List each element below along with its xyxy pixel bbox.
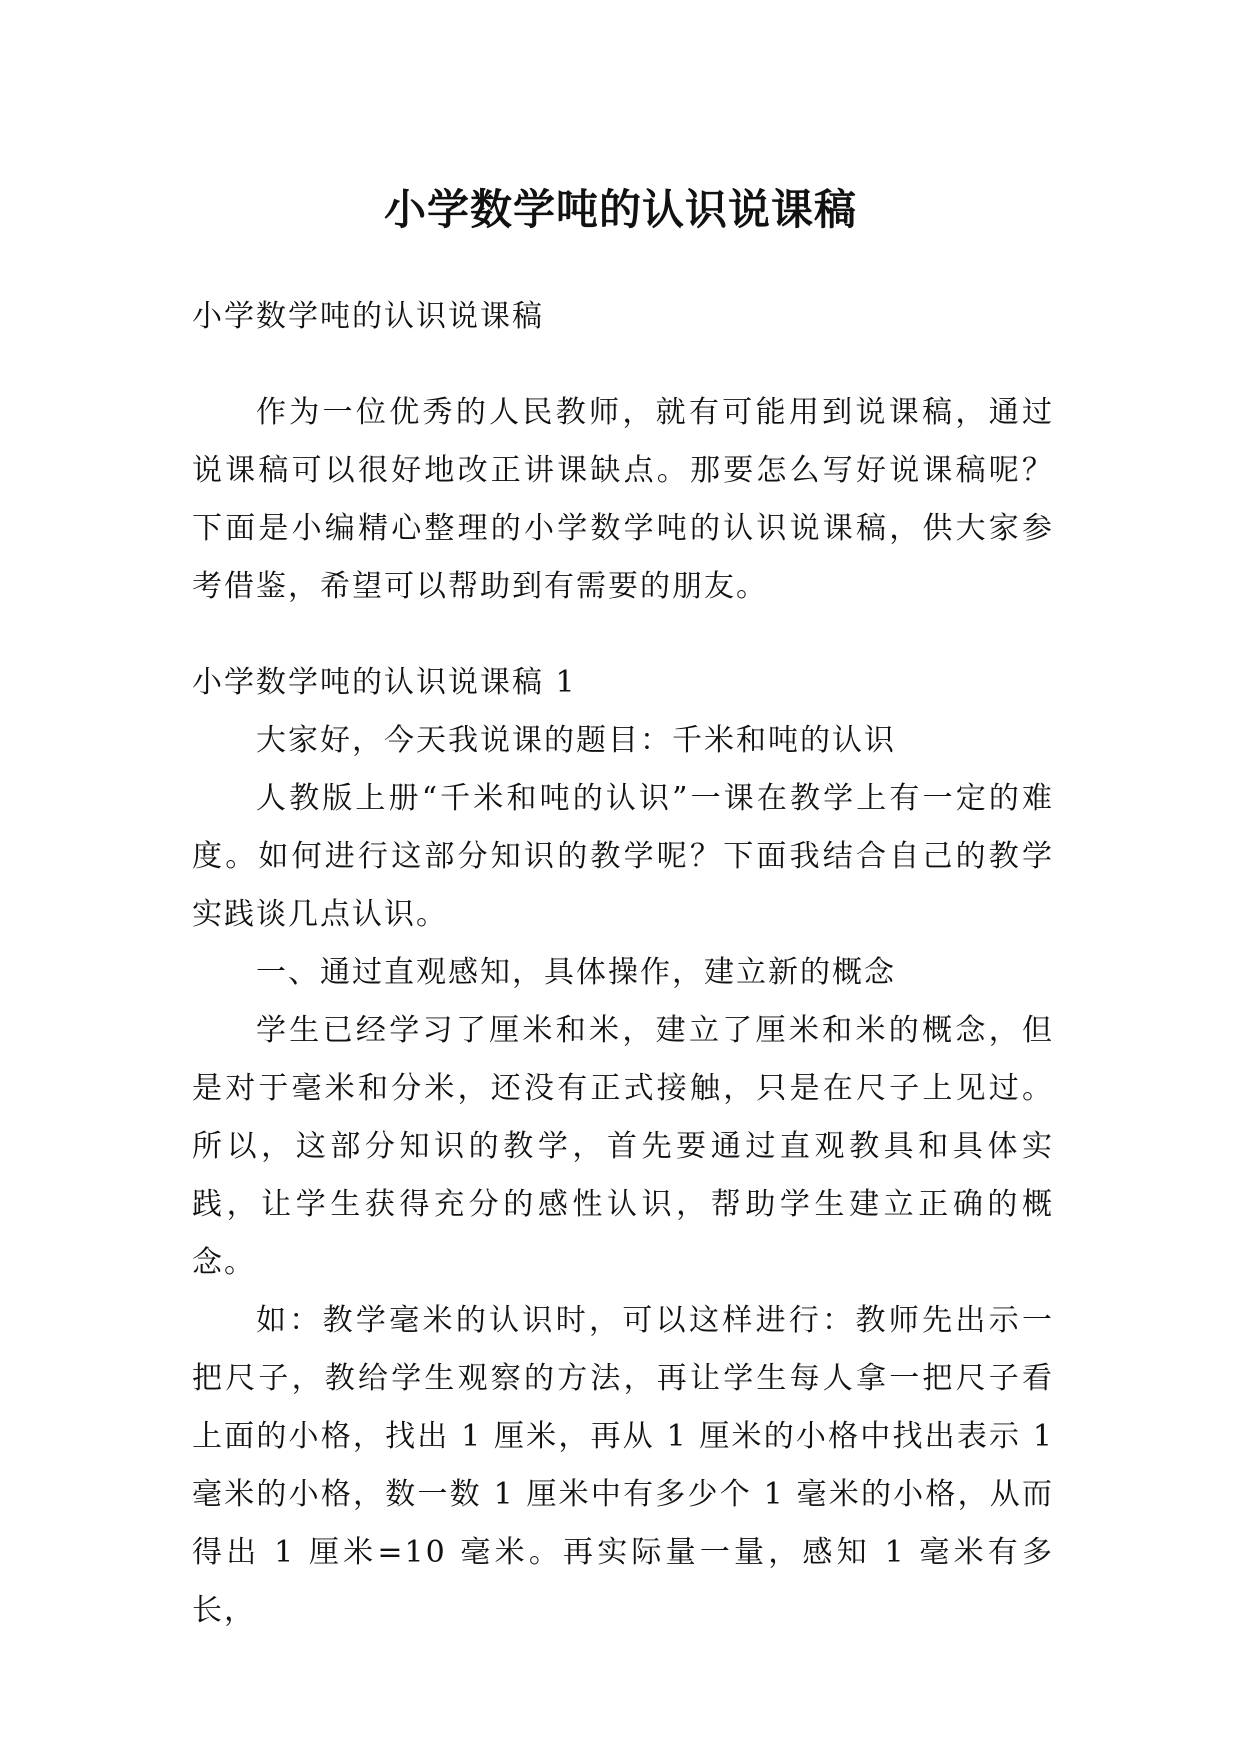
paragraph: 一、通过直观感知，具体操作，建立新的概念: [256, 955, 896, 990]
document-subtitle: 小学数学吨的认识说课稿: [192, 299, 544, 334]
paragraph: 大家好，今天我说课的题目：千米和吨的认识: [256, 723, 896, 758]
intro-paragraph: 作为一位优秀的人民教师，就有可能用到说课稿，通过说课稿可以很好地改正讲课缺点。那要怎么写好说课稿呢？下面是小编精心整理的小学数学吨的认识说课稿，供大家参考借鉴，希望可以帮助到有需要的朋友。: [192, 395, 1054, 604]
paragraph: 学生已经学习了厘米和米，建立了厘米和米的概念，但是对于毫米和分米，还没有正式接触，只是在尺子上见过。所以，这部分知识的教学，首先要通过直观教具和具体实践，让学生获得充分的感性认识，帮助学生建立正确的概念。: [192, 1013, 1054, 1280]
section-heading: 小学数学吨的认识说课稿 1: [192, 665, 577, 700]
document-title: 小学数学吨的认识说课稿: [383, 185, 857, 235]
paragraph: 人教版上册“千米和吨的认识”一课在教学上有一定的难度。如何进行这部分知识的教学呢？下面我结合自己的教学实践谈几点认识。: [192, 781, 1054, 932]
document-body: [192, 288, 1054, 1640]
paragraph: 如：教学毫米的认识时，可以这样进行：教师先出示一把尺子，教给学生观察的方法，再让学生每人拿一把尺子看上面的小格，找出 1 厘米，再从 1 厘米的小格中找出表示 1 毫米的小格，数一数 1 厘米中有多少个 1 毫米的小格，从而得出 1 厘米=10 毫米。再实际量一量，感知 1 毫米有多长，: [192, 1303, 1054, 1628]
